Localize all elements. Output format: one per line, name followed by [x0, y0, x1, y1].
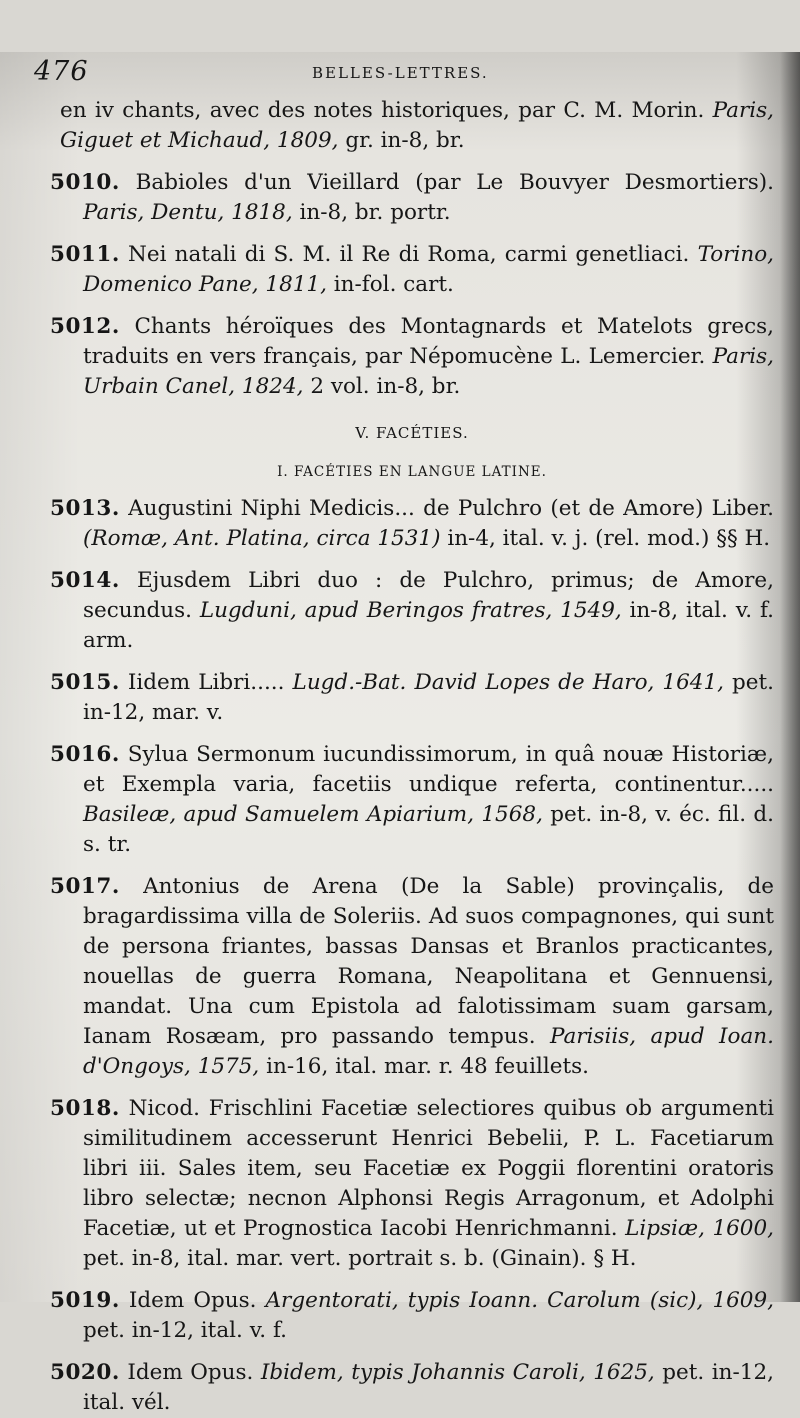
entry-imprint: Basileæ, apud Samuelem Apiarium, 1568,	[83, 802, 543, 827]
catalog-entry-5016	[50, 740, 774, 860]
entry-imprint: Paris, Giguet et Michaud, 1809,	[60, 98, 774, 153]
catalog-entry-5015	[50, 668, 774, 728]
entry-number: 5019.	[50, 1288, 120, 1313]
entry-tail: pet. in-12, ital. vél.	[83, 1360, 774, 1415]
entry-number: 5015.	[50, 670, 120, 695]
page-edge-shadow	[780, 52, 800, 1302]
entry-imprint: Lipsiæ, 1600,	[625, 1216, 774, 1241]
entry-imprint: Ibidem, typis Johannis Caroli, 1625,	[260, 1360, 655, 1385]
entry-imprint: Lugd.-Bat. David Lopes de Haro, 1641,	[292, 670, 724, 695]
entry-number: 5016.	[50, 742, 120, 767]
catalog-entry-5018	[50, 1094, 774, 1274]
entry-imprint: Parisiis, apud Ioan. d'Ongoys, 1575,	[83, 1024, 774, 1079]
entry-number: 5020.	[50, 1360, 120, 1385]
entry-number: 5011.	[50, 242, 120, 267]
entry-imprint: Paris, Dentu, 1818,	[83, 200, 293, 225]
subsection-heading: I. FACÉTIES EN LANGUE LATINE.	[277, 464, 547, 480]
catalog-entry-5011	[50, 240, 774, 300]
entry-tail: pet. in-8, v. éc. fil. d. s. tr.	[83, 802, 774, 857]
entry-tail: pet. in-12, ital. v. f.	[83, 1318, 287, 1343]
entry-text: Nei natali di S. M. il Re di Roma, carmi genetliaci.	[128, 242, 690, 267]
entry-number: 5017.	[50, 874, 120, 899]
running-head	[34, 52, 774, 98]
entry-text: Antonius de Arena (De la Sable) provinçalis, de bragardissima villa de Soleriis. Ad suos compagnones, qui sunt de persona friantes, bassas Dansas et Branlos practicantes, nouellas de guerra Romana, Neapolitana et Gennuensi, mandat. Una cum Epistola ad falotissimam suam garsam, Ianam Rosæam, pro passando tempus.	[83, 874, 774, 1049]
entry-tail: pet. in-12, mar. v.	[83, 670, 775, 725]
entry-list-part2	[50, 494, 774, 1418]
section-heading: V. FACÉTIES.	[355, 424, 469, 442]
entry-text: en iv chants, avec des notes historiques, par C. M. Morin.	[60, 98, 705, 123]
entry-tail: in-8, br. portr.	[299, 200, 451, 225]
entry-text: Idem Opus.	[128, 1288, 257, 1313]
entry-text: Augustini Niphi Medicis... de Pulchro (et de Amore) Liber.	[128, 496, 774, 521]
catalog-entry-5017	[50, 872, 774, 1082]
entry-number: 5010.	[50, 170, 120, 195]
catalog-entry-5014	[50, 566, 774, 656]
entry-imprint: Lugduni, apud Beringos fratres, 1549,	[199, 598, 622, 623]
entry-imprint: Argentorati, typis Ioann. Carolum (sic), 1609,	[265, 1288, 774, 1313]
entry-text: Babioles d'un Vieillard (par Le Bouvyer Desmortiers).	[135, 170, 774, 195]
entry-tail: gr. in-8, br.	[345, 128, 465, 153]
entry-text: Idem Opus.	[127, 1360, 254, 1385]
entry-text: Sylua Sermonum iucundissimorum, in quâ nouæ Historiæ, et Exempla varia, facetiis undique referta, continentur.....	[83, 742, 774, 797]
catalog-entry-5012	[50, 312, 774, 402]
book-page	[0, 52, 800, 1415]
entry-tail: in-fol. cart.	[333, 272, 454, 297]
running-title: BELLES-LETTRES.	[312, 64, 489, 82]
entry-imprint: (Romæ, Ant. Platina, circa 1531)	[83, 526, 441, 551]
entry-number: 5014.	[50, 568, 120, 593]
entry-tail: 2 vol. in-8, br.	[310, 374, 461, 399]
entry-text: Ejusdem Libri duo : de Pulchro, primus; de Amore, secundus.	[83, 568, 774, 623]
entry-imprint: Torino, Domenico Pane, 1811,	[83, 242, 775, 297]
entry-list-part1	[50, 168, 774, 402]
entry-text: Iidem Libri.....	[127, 670, 285, 695]
catalog-entry-5010	[50, 168, 774, 228]
entry-text: Chants héroïques des Montagnards et Matelots grecs, traduits en vers français, par Népomucène L. Lemercier.	[83, 314, 774, 369]
page-number: 476	[34, 56, 89, 87]
entry-number: 5013.	[50, 496, 120, 521]
entry-tail: pet. in-8, ital. mar. vert. portrait s. b. (Ginain). § H.	[83, 1246, 637, 1271]
catalog-entry-5013	[50, 494, 774, 554]
entry-tail: in-8, ital. v. f. arm.	[83, 598, 774, 653]
entry-number: 5012.	[50, 314, 120, 339]
entry-tail: in-4, ital. v. j. (rel. mod.) §§ H.	[447, 526, 771, 551]
entry-imprint: Paris, Urbain Canel, 1824,	[83, 344, 774, 399]
continued-entry	[50, 96, 774, 156]
catalog-entry-5020	[50, 1358, 774, 1418]
entry-tail: in-16, ital. mar. r. 48 feuillets.	[266, 1054, 589, 1079]
entry-text: Nicod. Frischlini Facetiæ selectiores quibus ob argumenti similitudinem accesserunt Henrici Bebelii, P. L. Facetiarum libri iii. Sales item, seu Facetiæ ex Poggii florentini oratoris libro selectæ; necnon Alphonsi Regis Arragonum, et Adolphi Facetiæ, ut et Prognostica Iacobi Henrichmanni.	[83, 1096, 774, 1241]
catalog-entry-5019	[50, 1286, 774, 1346]
entry-number: 5018.	[50, 1096, 120, 1121]
